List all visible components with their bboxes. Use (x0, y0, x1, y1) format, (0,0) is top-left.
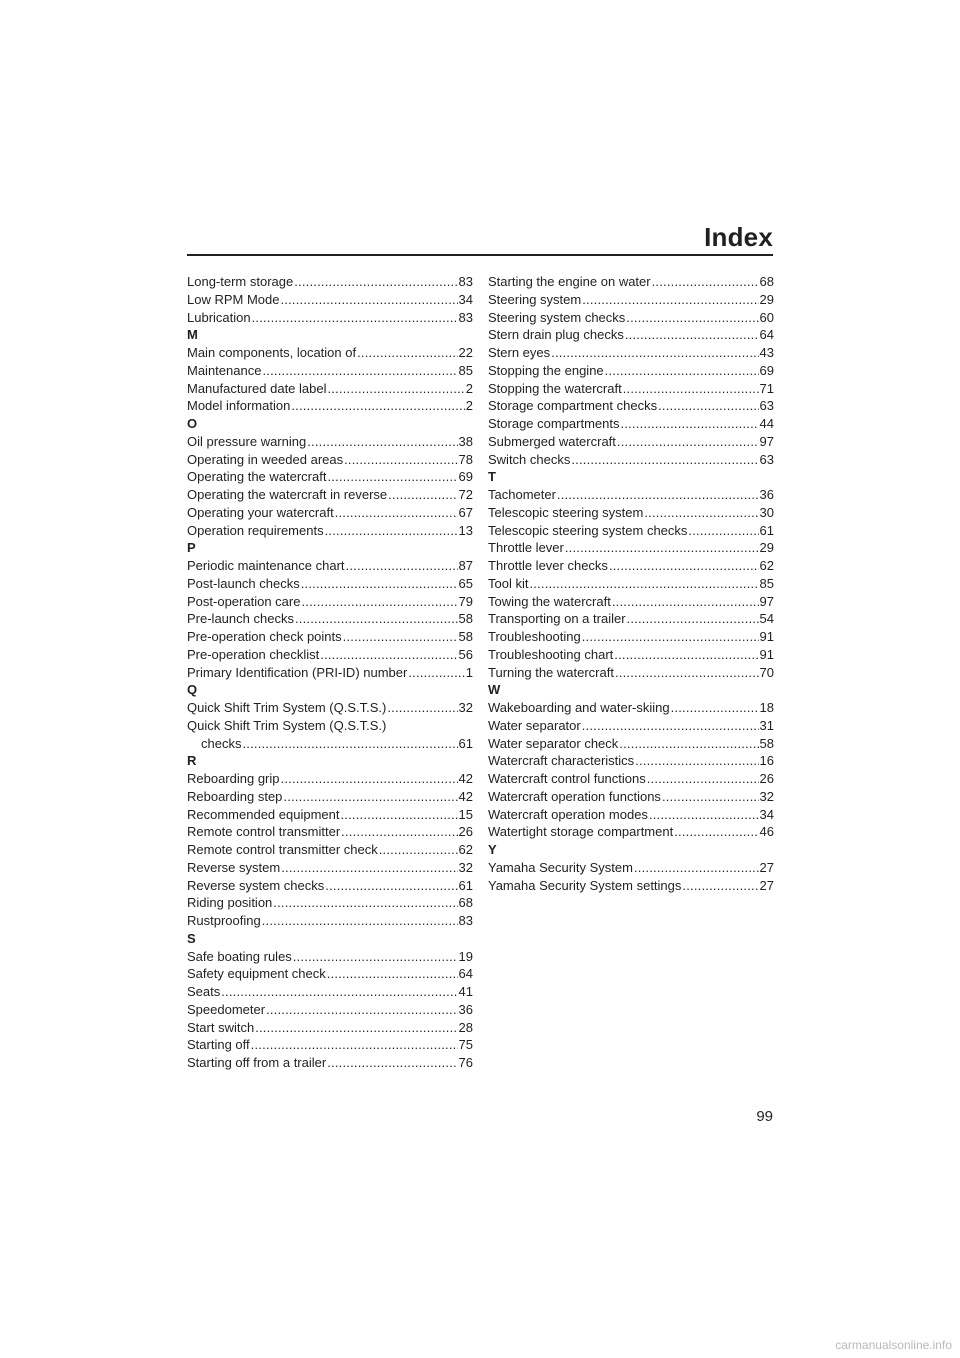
index-entry-page: 79 (458, 593, 473, 609)
dot-leader (344, 451, 457, 469)
dot-leader (565, 539, 759, 557)
index-entry (488, 664, 774, 682)
dot-leader (291, 397, 464, 415)
index-entry-page: 63 (759, 398, 774, 414)
dot-leader (251, 1036, 458, 1054)
dot-leader (582, 717, 759, 735)
index-entry (187, 859, 473, 877)
dot-leader (644, 504, 758, 522)
index-section-letter: P (187, 540, 196, 556)
dot-leader (625, 326, 759, 344)
index-entry-page: 2 (465, 398, 473, 414)
index-entry (187, 806, 473, 824)
index-entry-page: 32 (458, 859, 473, 875)
index-column-left (187, 273, 473, 1072)
index-entry-label: Riding position (187, 895, 273, 911)
index-entry (488, 699, 774, 717)
dot-leader (307, 433, 457, 451)
index-entry (187, 664, 473, 682)
dot-leader (325, 877, 457, 895)
dot-leader (623, 380, 759, 398)
index-entry-page: 58 (458, 611, 473, 627)
dot-leader (649, 806, 759, 824)
dot-leader (293, 948, 458, 966)
index-entry-label: Speedometer (187, 1001, 266, 1017)
index-entry-label: Reverse system (187, 859, 281, 875)
index-entry-page: 36 (759, 487, 774, 502)
index-entry-page: 29 (759, 540, 774, 556)
index-entry-label: Submerged watercraft (488, 433, 616, 449)
index-entry-label: Long-term storage (187, 274, 294, 289)
dot-leader (262, 362, 457, 380)
index-entry-label: Quick Shift Trim System (Q.S.T.S.) (187, 717, 387, 733)
index-entry-page: 83 (458, 274, 473, 289)
index-entry (488, 522, 774, 540)
dot-leader (221, 983, 457, 1001)
index-entry-page: 69 (759, 362, 774, 378)
dot-leader (557, 486, 759, 504)
index-entry (488, 291, 774, 309)
dot-leader (327, 965, 458, 983)
index-entry-page: 97 (759, 433, 774, 449)
index-entry (488, 770, 774, 788)
index-entry-label: Stern drain plug checks (488, 327, 624, 343)
index-entry (187, 1019, 473, 1037)
index-entry-page: 78 (458, 451, 473, 467)
index-entry (187, 557, 473, 575)
index-entry-label: Yamaha Security System (488, 859, 633, 875)
index-entry-label: Safe boating rules (187, 948, 292, 964)
index-entry-label: Manufactured date label (187, 380, 327, 396)
index-entry (488, 433, 774, 451)
index-entry-page: 72 (458, 487, 473, 502)
index-entry (187, 646, 473, 664)
index-section-letter: R (187, 753, 197, 769)
dot-leader (582, 628, 759, 646)
index-entry (488, 451, 774, 469)
dot-leader (626, 309, 758, 327)
index-entry (488, 717, 774, 735)
index-entry-label: Recommended equipment (187, 806, 340, 822)
index-section-letter: O (187, 416, 198, 431)
index-entry (488, 415, 774, 433)
dot-leader (662, 788, 759, 806)
index-entry-page: 19 (458, 948, 473, 964)
index-entry-page: 32 (458, 700, 473, 715)
index-entry-label: Operation requirements (187, 522, 324, 538)
index-entry (187, 362, 473, 380)
index-entry (488, 344, 774, 362)
index-entry (488, 273, 774, 291)
dot-leader (327, 380, 464, 398)
dot-leader (674, 823, 758, 841)
index-entry-page: 91 (759, 646, 774, 662)
dot-leader (621, 415, 759, 433)
index-entry-label: Quick Shift Trim System (Q.S.T.S.) (187, 700, 387, 715)
index-entry (488, 362, 774, 380)
dot-leader (252, 309, 458, 327)
index-entry (187, 983, 473, 1001)
index-entry-label: Watercraft characteristics (488, 753, 635, 769)
dot-leader (320, 646, 457, 664)
index-entry (488, 752, 774, 770)
index-entry-page: 41 (458, 984, 473, 999)
index-entry (187, 841, 473, 859)
index-entry (187, 344, 473, 362)
index-entry (488, 539, 774, 557)
dot-leader (551, 344, 758, 362)
dot-leader (327, 1054, 457, 1072)
index-entry-page: 83 (458, 913, 473, 928)
index-entry-label: Water separator check (488, 735, 619, 751)
index-section-letter: T (488, 469, 496, 485)
index-section-letter: Y (488, 842, 497, 857)
dot-leader (341, 823, 457, 841)
index-entry-label: Operating the watercraft in reverse (187, 487, 388, 502)
dot-leader (619, 735, 758, 753)
index-entry-label-continued: checks (201, 735, 242, 751)
index-entry-label: Troubleshooting chart (488, 646, 614, 662)
index-entry (187, 717, 473, 753)
index-entry-page: 87 (458, 558, 473, 573)
index-entry (488, 877, 774, 895)
index-entry-page: 13 (458, 522, 473, 538)
index-entry-page: 97 (759, 593, 774, 609)
dot-leader (647, 770, 759, 788)
dot-leader (617, 433, 759, 451)
index-entry (488, 593, 774, 611)
dot-leader (281, 770, 458, 788)
index-entry-page: 91 (759, 629, 774, 644)
index-entry-page: 28 (458, 1019, 473, 1035)
dot-leader (273, 894, 457, 912)
index-entry (187, 433, 473, 451)
index-entry (488, 806, 774, 824)
dot-leader (582, 291, 758, 309)
dot-leader (688, 522, 758, 540)
index-entry-page: 56 (458, 646, 473, 662)
dot-leader (529, 575, 758, 593)
dot-leader (325, 522, 458, 540)
index-entry-label: Tachometer (488, 487, 556, 502)
dot-leader (335, 504, 458, 522)
index-column-right (488, 273, 774, 894)
index-entry-label: Maintenance (187, 362, 262, 378)
index-entry (488, 823, 774, 841)
index-entry-page: 76 (458, 1055, 473, 1070)
index-entry-label: Watercraft operation modes (488, 806, 648, 822)
index-entry-label: Water separator (488, 717, 581, 733)
index-entry-page: 26 (458, 824, 473, 840)
index-entry-page: 61 (458, 877, 473, 893)
index-entry-label: Steering system (488, 291, 582, 307)
index-entry (187, 823, 473, 841)
index-entry (488, 610, 774, 628)
dot-leader (671, 699, 759, 717)
index-entry (187, 291, 473, 309)
index-entry-label: Switch checks (488, 451, 571, 467)
index-entry-page: 1 (465, 664, 473, 680)
index-entry (187, 468, 473, 486)
index-entry (187, 451, 473, 469)
index-entry-label: Throttle lever (488, 540, 564, 556)
dot-leader (605, 362, 759, 380)
index-entry-label: Remote control transmitter (187, 824, 341, 840)
title-rule (187, 254, 773, 256)
dot-leader (262, 912, 458, 930)
dot-leader (280, 291, 457, 309)
dot-leader (379, 841, 458, 859)
index-entry-label: Seats (187, 984, 221, 999)
index-entry (187, 699, 473, 717)
index-entry (187, 1001, 473, 1019)
dot-leader (614, 646, 758, 664)
index-entry (187, 593, 473, 611)
index-section-letter: M (187, 327, 198, 343)
index-entry (488, 735, 774, 753)
index-entry-label: Troubleshooting (488, 629, 581, 644)
dot-leader (283, 788, 457, 806)
index-entry-page: 60 (759, 309, 774, 325)
index-entry (187, 1054, 473, 1072)
dot-leader (682, 877, 758, 895)
index-entry-page: 27 (759, 859, 774, 875)
index-entry (488, 309, 774, 327)
index-entry-label: Operating in weeded areas (187, 451, 344, 467)
index-entry-page: 58 (759, 735, 774, 751)
index-entry-label: Storage compartments (488, 416, 620, 431)
index-entry-page: 68 (759, 274, 774, 289)
index-entry (187, 522, 473, 540)
index-entry-page: 67 (458, 504, 473, 520)
page-title: Index (704, 222, 773, 252)
index-entry-label: Telescopic steering system checks (488, 522, 688, 538)
index-entry-label: Safety equipment check (187, 966, 326, 982)
index-entry-page: 43 (759, 345, 774, 360)
index-entry-label: Operating the watercraft (187, 469, 327, 485)
index-entry (187, 628, 473, 646)
index-entry-page: 64 (759, 327, 774, 343)
index-entry-page: 15 (458, 806, 473, 822)
dot-leader (266, 1001, 457, 1019)
dot-leader (658, 397, 758, 415)
index-entry-page: 65 (458, 575, 473, 591)
dot-leader (612, 593, 759, 611)
index-entry (488, 557, 774, 575)
index-entry-page: 54 (759, 611, 774, 627)
dot-leader (408, 664, 464, 682)
index-entry-label: Stopping the watercraft (488, 380, 622, 396)
index-entry (488, 486, 774, 504)
index-entry-label: Transporting on a trailer (488, 611, 626, 627)
dot-leader (294, 273, 457, 291)
index-entry (488, 859, 774, 877)
index-entry (187, 486, 473, 504)
index-entry (488, 646, 774, 664)
index-entry-page: 16 (759, 753, 774, 769)
index-entry-label: Operating your watercraft (187, 504, 334, 520)
index-entry (488, 326, 774, 344)
index-entry-label: Towing the watercraft (488, 593, 611, 609)
dot-leader (609, 557, 759, 575)
index-entry-label: Pre-operation check points (187, 629, 342, 644)
index-entry (187, 948, 473, 966)
dot-leader (652, 273, 759, 291)
index-entry-label: Model information (187, 398, 291, 414)
index-entry-label: Telescopic steering system (488, 504, 644, 520)
index-entry-page: 85 (759, 575, 774, 591)
index-entry-label: Main components, location of (187, 345, 357, 360)
index-entry-page: 83 (458, 309, 473, 325)
index-entry-label: Primary Identification (PRI-ID) number (187, 664, 408, 680)
index-entry-label: Reboarding step (187, 788, 283, 804)
index-entry-label: Remote control transmitter check (187, 842, 378, 857)
dot-leader (301, 593, 457, 611)
index-entry (187, 965, 473, 983)
dot-leader (615, 664, 759, 682)
index-entry (187, 894, 473, 912)
index-entry-label: Steering system checks (488, 309, 626, 325)
index-entry-label: Reboarding grip (187, 771, 280, 786)
index-entry (488, 575, 774, 593)
index-entry-page: 62 (458, 842, 473, 857)
index-entry-label: Reverse system checks (187, 877, 325, 893)
index-entry-page: 68 (458, 895, 473, 911)
index-entry-page: 71 (759, 380, 774, 396)
index-entry-label: Oil pressure warning (187, 433, 307, 449)
index-entry-page: 30 (759, 504, 774, 520)
index-entry-label: Stopping the engine (488, 362, 604, 378)
dot-leader (301, 575, 458, 593)
index-entry-page: 2 (465, 380, 473, 396)
index-entry-label: Yamaha Security System settings (488, 877, 682, 893)
index-section-letter: Q (187, 682, 198, 698)
index-entry-page: 85 (458, 362, 473, 378)
index-entry-page: 18 (759, 700, 774, 715)
index-entry-page: 36 (458, 1001, 473, 1017)
dot-leader (295, 610, 458, 628)
index-entry-label: Rustproofing (187, 913, 261, 928)
index-entry-label: Pre-launch checks (187, 611, 294, 627)
dot-leader (242, 735, 457, 753)
index-entry-label: Watercraft operation functions (488, 788, 661, 804)
index-entry-label: Pre-operation checklist (187, 646, 320, 662)
dot-leader (388, 486, 457, 504)
index-entry-label: Turning the watercraft (488, 664, 614, 680)
dot-leader (627, 610, 759, 628)
index-entry-page: 42 (458, 788, 473, 804)
index-entry-page: 31 (759, 717, 774, 733)
index-entry-label: Stern eyes (488, 345, 551, 360)
index-entry-label: Storage compartment checks (488, 398, 658, 414)
index-entry-page: 58 (458, 629, 473, 644)
index-entry (187, 912, 473, 930)
index-entry-label: Throttle lever checks (488, 558, 608, 573)
index-entry-label: Watertight storage compartment (488, 824, 674, 840)
index-entry-label: Post-launch checks (187, 575, 300, 591)
index-entry-page: 32 (759, 788, 774, 804)
watermark: carmanualsonline.info (835, 1338, 952, 1352)
dot-leader (571, 451, 758, 469)
index-entry (488, 397, 774, 415)
page-number: 99 (756, 1108, 773, 1125)
index-entry-label: Low RPM Mode (187, 291, 280, 307)
index-entry-label: Tool kit (488, 575, 529, 591)
index-entry (488, 380, 774, 398)
dot-leader (281, 859, 457, 877)
dot-leader (634, 859, 759, 877)
index-entry (187, 770, 473, 788)
index-entry-label: Watercraft control functions (488, 771, 646, 786)
index-entry (488, 628, 774, 646)
index-entry-label: Lubrication (187, 309, 251, 325)
dot-leader (340, 806, 457, 824)
index-entry-label: Post-operation care (187, 593, 301, 609)
index-entry-page: 75 (458, 1037, 473, 1053)
index-entry (187, 309, 473, 327)
index-entry (187, 610, 473, 628)
index-entry (187, 380, 473, 398)
index-entry-page: 69 (458, 469, 473, 485)
index-section-letter: S (187, 930, 196, 946)
index-entry (187, 273, 473, 291)
index-entry-label: Starting off (187, 1037, 250, 1053)
index-entry (187, 397, 473, 415)
index-entry (488, 788, 774, 806)
index-entry-page: 70 (759, 664, 774, 680)
index-entry-page: 34 (458, 291, 473, 307)
index-entry-page: 44 (759, 416, 774, 431)
dot-leader (343, 628, 458, 646)
index-entry-page: 62 (759, 558, 774, 573)
index-entry (187, 504, 473, 522)
index-entry-page: 64 (458, 966, 473, 982)
dot-leader (635, 752, 758, 770)
index-entry-label: Starting off from a trailer (187, 1055, 327, 1070)
index-entry-page: 61 (759, 522, 774, 538)
dot-leader (327, 468, 457, 486)
index-section-letter: W (488, 682, 501, 698)
dot-leader (357, 344, 457, 362)
index-entry-page: 27 (759, 877, 774, 893)
index-entry-page: 22 (458, 345, 473, 360)
index-entry-page: 42 (458, 771, 473, 786)
index-entry-page: 63 (759, 451, 774, 467)
index-entry-page: 29 (759, 291, 774, 307)
index-entry-label: Start switch (187, 1019, 255, 1035)
index-entry-page: 46 (759, 824, 774, 840)
index-entry (187, 575, 473, 593)
index-entry (488, 504, 774, 522)
index-entry-label: Periodic maintenance chart (187, 558, 345, 573)
index-entry-continuation (187, 735, 473, 753)
index-entry-label: Wakeboarding and water-skiing (488, 700, 670, 715)
dot-leader (346, 557, 458, 575)
index-entry-page: 26 (759, 771, 774, 786)
index-entry (187, 788, 473, 806)
index-entry-page: 61 (458, 735, 473, 751)
dot-leader (387, 699, 457, 717)
index-entry-page: 34 (759, 806, 774, 822)
index-entry (187, 1036, 473, 1054)
index-entry-label: Starting the engine on water (488, 274, 651, 289)
index-entry (187, 877, 473, 895)
dot-leader (255, 1019, 457, 1037)
index-entry-page: 38 (458, 433, 473, 449)
